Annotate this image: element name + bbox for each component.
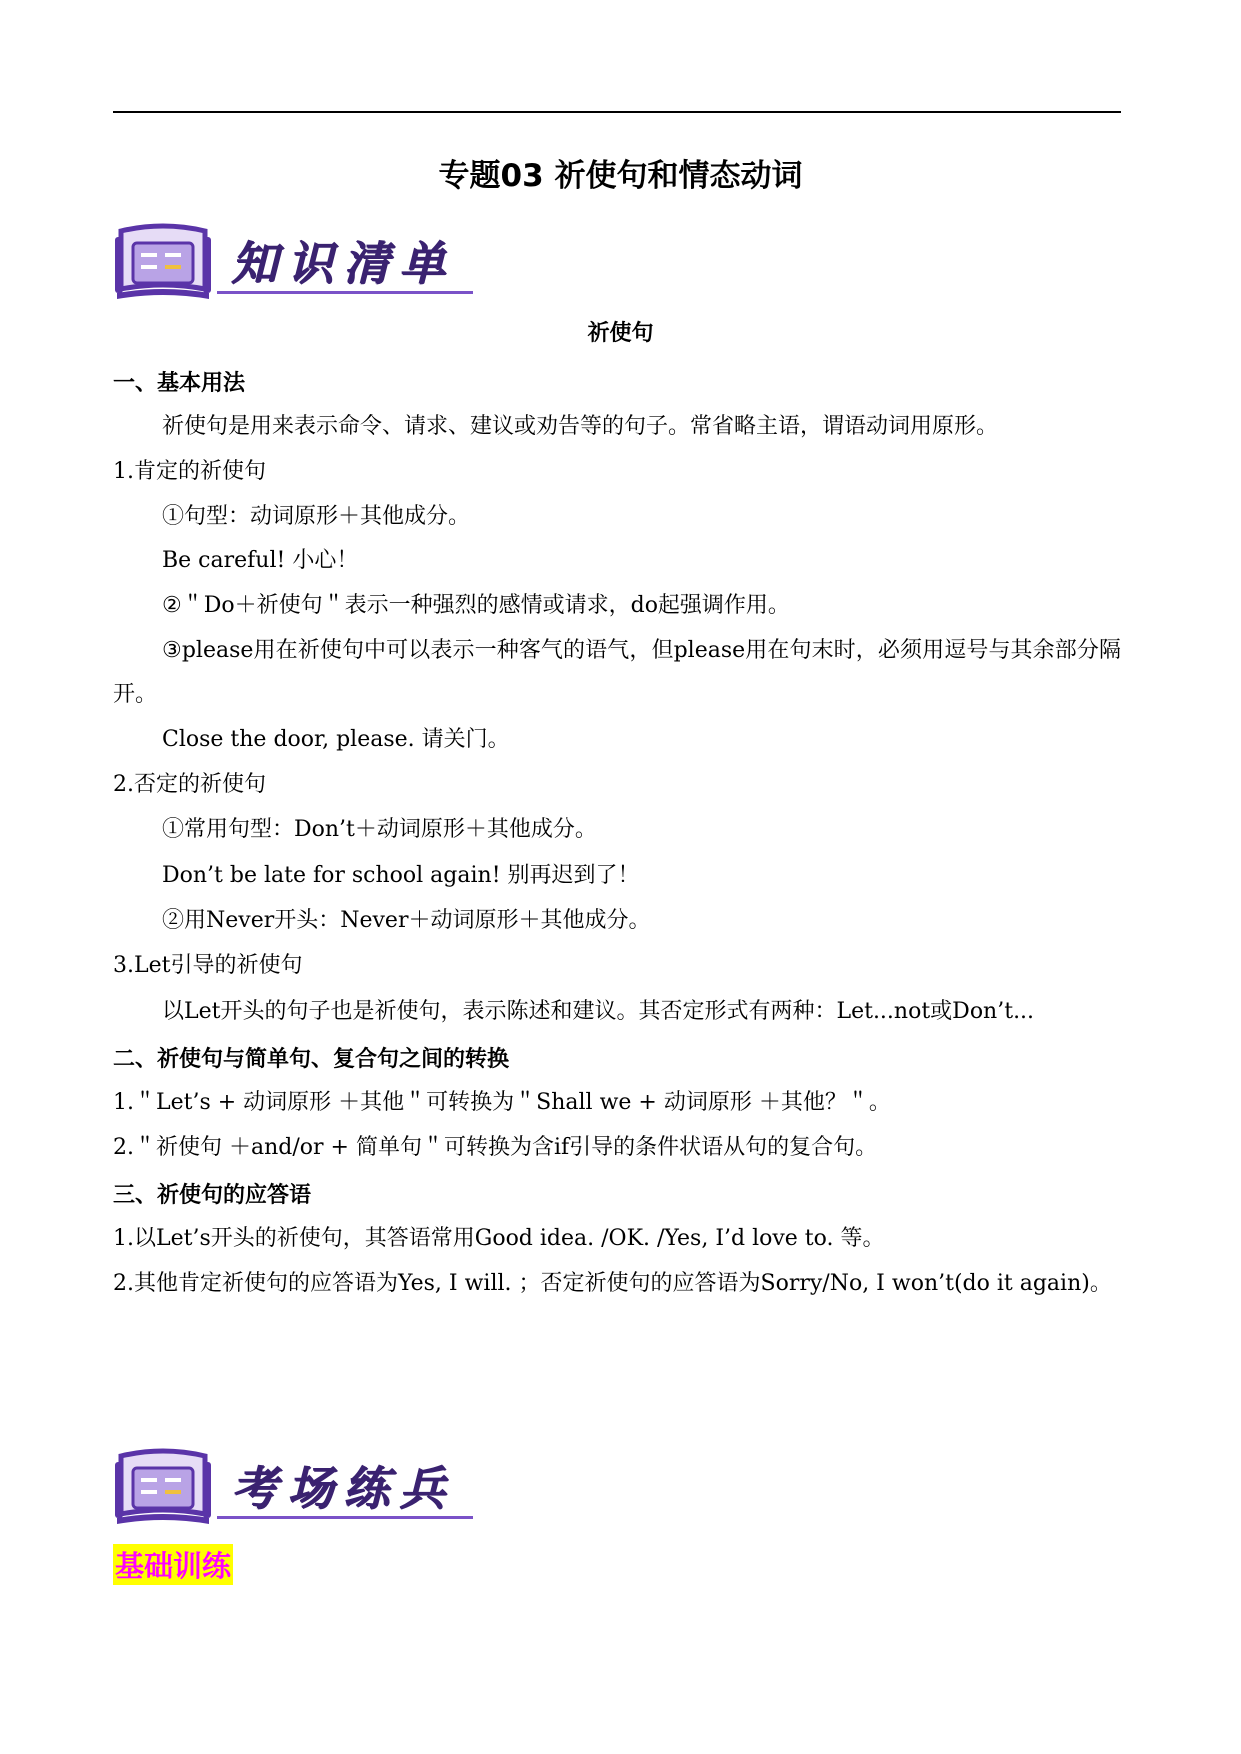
document-title: 专题03 祈使句和情态动词 — [438, 158, 803, 194]
banner-title: 考场练兵 — [231, 1461, 455, 1515]
paragraph: 1.肯定的祈使句 — [113, 459, 266, 484]
book-icon — [113, 219, 213, 303]
paragraph: Be careful! 小心！ — [162, 548, 359, 573]
banner-underline — [217, 1516, 473, 1519]
paragraph: ①句型：动词原形＋其他成分。 — [162, 504, 471, 529]
paragraph: 祈使句是用来表示命令、请求、建议或劝告等的句子。常省略主语，谓语动词用原形。 — [162, 414, 999, 439]
paragraph: 2.其他肯定祈使句的应答语为Yes, I will. ；否定祈使句的应答语为Sorry/No, I won’t(do it again)。 — [113, 1271, 1112, 1296]
paragraph: 以Let开头的句子也是祈使句，表示陈述和建议。其否定形式有两种：Let...not或Don’t... — [162, 999, 1035, 1024]
knowledge-list-banner — [113, 219, 483, 303]
practice-label: 基础训练 — [113, 1544, 233, 1585]
paragraph: 2.否定的祈使句 — [113, 772, 266, 797]
banner-title: 知识清单 — [231, 236, 455, 290]
paragraph: ②＂Do＋祈使句＂表示一种强烈的感情或请求，do起强调作用。 — [162, 593, 790, 618]
paragraph: Don’t be late for school again! 别再迟到了！ — [162, 863, 640, 888]
paragraph: 3.Let引导的祈使句 — [113, 953, 303, 978]
part-heading: 二、祈使句与简单句、复合句之间的转换 — [113, 1047, 510, 1072]
paragraph: 1.以Let’s开头的祈使句，其答语常用Good idea. /OK. /Yes, I’d love to. 等。 — [113, 1226, 885, 1251]
part-heading: 一、基本用法 — [113, 371, 246, 396]
paragraph: 1.＂Let’s + 动词原形 ＋其他＂可转换为＂Shall we + 动词原形 ＋其他？＂。 — [113, 1090, 891, 1115]
exam-practice-banner — [113, 1444, 483, 1528]
header-rule — [113, 111, 1121, 113]
part-heading: 三、祈使句的应答语 — [113, 1183, 312, 1208]
banner-underline — [217, 291, 473, 294]
paragraph: 2.＂祈使句 ＋and/or + 简单句＂可转换为含if引导的条件状语从句的复合句。 — [113, 1135, 878, 1160]
section-title: 祈使句 — [587, 321, 654, 346]
book-icon — [113, 1444, 213, 1528]
paragraph: Close the door, please. 请关门。 — [162, 727, 510, 752]
paragraph: ②用Never开头：Never＋动词原形＋其他成分。 — [162, 908, 651, 933]
paragraph: ③please用在祈使句中可以表示一种客气的语气，但please用在句末时，必须用逗号与其余部分隔开。 — [113, 638, 1121, 707]
paragraph: ①常用句型：Don’t＋动词原形＋其他成分。 — [162, 817, 597, 842]
